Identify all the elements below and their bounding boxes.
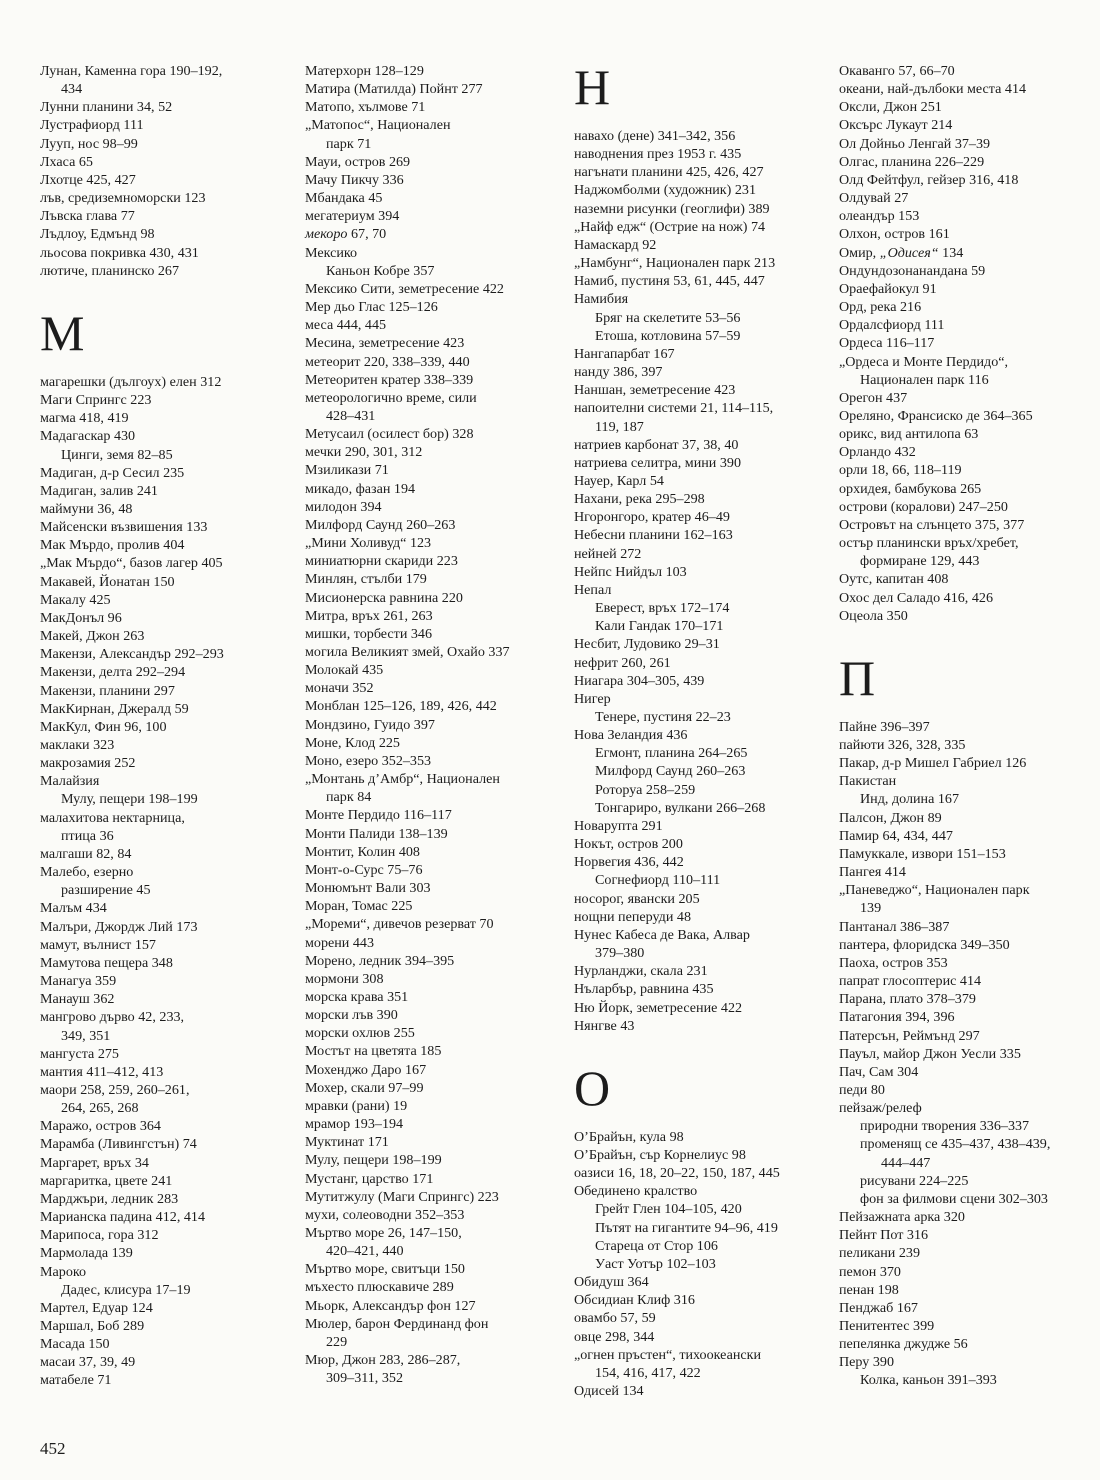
index-entry: Лъдлоу, Едмънд 98 — [40, 226, 155, 243]
index-entry: Непал — [574, 581, 612, 598]
index-entry: миниатюрни скариди 223 — [305, 553, 458, 570]
index-entry: натриева селитра, мини 390 — [574, 454, 742, 471]
index-entry: Макензи, Александър 292–293 — [40, 646, 224, 663]
index-entry: „Мак Мърдо“, базов лагер 405 — [40, 555, 223, 572]
index-entry: Месина, земетресение 423 — [305, 335, 465, 352]
index-entry: Макалу 425 — [40, 591, 111, 608]
index-entry: Пантанал 386–387 — [839, 918, 950, 935]
index-entry: нагънати планини 425, 426, 427 — [574, 164, 764, 181]
index-entry: Патагония 394, 396 — [839, 1009, 955, 1026]
index-entry: метеорологично време, сили — [305, 389, 477, 406]
index-column-2 — [305, 62, 560, 1387]
index-entry: Марианска падина 412, 414 — [40, 1209, 206, 1226]
index-entry: Мзиликази 71 — [305, 462, 389, 479]
index-entry: Нахани, река 295–298 — [574, 491, 705, 508]
index-entry: Омир, „Одисея“ 134 — [839, 244, 964, 261]
index-entry: овамбо 57, 59 — [574, 1310, 656, 1327]
index-entry: Одисей 134 — [574, 1383, 644, 1399]
index-entry: мишки, торбести 346 — [305, 625, 433, 642]
index-entry: овце 298, 344 — [574, 1328, 655, 1345]
index-entry: Мисионерска равнина 220 — [305, 589, 463, 606]
index-entry: Мамутова пещера 348 — [40, 954, 173, 971]
index-entry: Нангапарбат 167 — [574, 345, 675, 362]
index-entry-continuation: променящ се 435–437, 438–439, — [860, 1136, 1051, 1153]
index-entry-continuation: 434 — [61, 81, 83, 98]
index-entry: пейзаж/релеф — [839, 1100, 922, 1117]
index-entry: Мьорк, Александър фон 127 — [305, 1297, 476, 1314]
index-entry-continuation: Етоша, котловина 57–59 — [595, 327, 741, 344]
index-entry: Мадиган, залив 241 — [40, 482, 158, 499]
index-entry: Палсон, Джон 89 — [839, 809, 942, 826]
index-entry: мечки 290, 301, 312 — [305, 444, 423, 461]
index-entry: Пач, Сам 304 — [839, 1063, 919, 1080]
index-entry: Монблан 125–126, 189, 426, 442 — [305, 698, 497, 715]
index-entry: Моно, езеро 352–353 — [305, 752, 432, 769]
index-entry: Намибия — [574, 291, 629, 308]
index-entry-continuation: Тенере, пустиня 22–23 — [595, 709, 731, 725]
index-entry: Олхон, остров 161 — [839, 226, 950, 243]
index-entry: Нурланджи, скала 231 — [574, 963, 708, 980]
index-entry: Минлян, стълби 179 — [305, 571, 427, 588]
index-entry: маймуни 36, 48 — [40, 500, 133, 517]
index-entry-continuation: парк 84 — [326, 789, 372, 806]
index-entry: Пейнт Пот 316 — [839, 1227, 929, 1244]
index-entry: мегатериум 394 — [305, 208, 400, 225]
index-entry: Охос дел Саладо 416, 426 — [839, 589, 993, 606]
index-entry-continuation: Еверест, връх 172–174 — [595, 600, 730, 617]
section-letter-heading: М — [40, 304, 85, 361]
index-entry: Малъри, Джордж Лий 173 — [40, 918, 198, 935]
index-entry-continuation: фон за филмови сцени 302–303 — [860, 1190, 1048, 1207]
index-entry: Ондундозонанандана 59 — [839, 262, 986, 279]
index-entry: Наншан, земетресение 423 — [574, 382, 736, 399]
index-entry: метеорит 220, 338–339, 440 — [305, 353, 470, 370]
index-entry: Моне, Клод 225 — [305, 734, 400, 751]
index-entry-continuation: Согнефиорд 110–111 — [595, 872, 721, 889]
index-entry-continuation: 309–311, 352 — [326, 1370, 403, 1387]
index-entry: Макензи, делта 292–294 — [40, 664, 186, 681]
index-entry: Марджъри, ледник 283 — [40, 1190, 179, 1207]
index-entry: Науер, Карл 54 — [574, 472, 664, 489]
index-entry-continuation: Инд, долина 167 — [860, 791, 960, 808]
index-entry: Нова Зеландия 436 — [574, 727, 688, 744]
index-entry: Мадиган, д-р Сесил 235 — [40, 464, 185, 481]
index-entry-continuation: 379–380 — [595, 945, 645, 962]
index-entry: пайюти 326, 328, 335 — [839, 737, 966, 753]
index-entry: Марамба (Ливингстън) 74 — [40, 1136, 197, 1153]
index-entry: Мъртво море, свитъци 150 — [305, 1261, 465, 1278]
index-entry: Мохер, скали 97–99 — [305, 1079, 424, 1096]
index-entry-continuation: парк 71 — [326, 135, 372, 152]
index-entry: Норвегия 436, 442 — [574, 854, 684, 871]
index-entry: пенан 198 — [839, 1281, 899, 1298]
index-entry-continuation: 264, 265, 268 — [61, 1100, 139, 1117]
index-entry: Несбит, Лудовико 29–31 — [574, 636, 720, 653]
index-entry: Лъвска глава 77 — [40, 208, 135, 225]
index-entry: Окаванго 57, 66–70 — [839, 63, 955, 79]
index-entry: Мюр, Джон 283, 286–287, — [305, 1352, 461, 1369]
index-entry: Олдувай 27 — [839, 190, 909, 207]
index-entry: Монти Палиди 138–139 — [305, 825, 448, 842]
index-entry: Лунан, Каменна гора 190–192, — [40, 63, 223, 79]
index-entry: Ню Йорк, земетресение 422 — [574, 999, 743, 1016]
index-entry: Митра, връх 261, 263 — [305, 607, 433, 624]
index-entry: Наджомболми (художник) 231 — [574, 182, 756, 199]
index-entry-continuation: Милфорд Саунд 260–263 — [595, 763, 746, 780]
index-entry: острови (коралови) 247–250 — [839, 498, 1008, 515]
index-entry: Лхаса 65 — [40, 153, 93, 170]
index-entry: могила Великият змей, Охайо 337 — [305, 644, 510, 660]
index-entry: льосова покривка 430, 431 — [40, 244, 199, 261]
index-entry-continuation: 119, 187 — [595, 418, 644, 435]
index-entry: Лхотце 425, 427 — [40, 171, 136, 188]
index-entry: Новарупта 291 — [574, 817, 663, 834]
index-entry: Мохенджо Даро 167 — [305, 1061, 427, 1078]
index-entry: Памир 64, 434, 447 — [839, 827, 953, 844]
index-entry: Мбандака 45 — [305, 190, 383, 207]
index-entry: мамут, вълнист 157 — [40, 936, 156, 953]
index-entry-continuation: 139 — [860, 900, 882, 917]
index-entry: Мондзино, Гуидо 397 — [305, 716, 435, 733]
index-entry: Пакистан — [839, 773, 897, 790]
index-entry: Пейзажната арка 320 — [839, 1209, 965, 1226]
index-entry-continuation: Стареца от Стор 106 — [595, 1237, 718, 1254]
index-entry: Мачу Пикчу 336 — [305, 171, 404, 188]
index-entry: маргаритка, цвете 241 — [40, 1172, 173, 1189]
index-entry: морска крава 351 — [305, 988, 409, 1005]
index-entry: Ниагара 304–305, 439 — [574, 672, 705, 689]
index-entry: морски охлюв 255 — [305, 1025, 415, 1042]
index-entry: Оксърс Лукаут 214 — [839, 117, 953, 134]
index-entry: нефрит 260, 261 — [574, 654, 671, 671]
index-entry-continuation: Роторуа 258–259 — [595, 781, 696, 798]
index-entry: Пенитентес 399 — [839, 1318, 935, 1334]
index-entry: Метусаил (осилест бор) 328 — [305, 426, 474, 443]
index-entry-continuation: Цинги, земя 82–85 — [61, 446, 173, 463]
index-entry: МакДонъл 96 — [40, 609, 122, 626]
index-entry-continuation: Кали Гандак 170–171 — [595, 618, 724, 635]
index-entry: О’Брайън, сър Корнелиус 98 — [574, 1146, 746, 1163]
index-entry: мангрово дърво 42, 233, — [40, 1009, 185, 1026]
index-entry: напоителни системи 21, 114–115, — [574, 400, 774, 417]
index-entry: Паоха, остров 353 — [839, 954, 948, 971]
index-entry: Лууп, нос 98–99 — [40, 135, 138, 152]
index-entry: „Найф едж“ (Острие на нож) 74 — [574, 218, 766, 235]
index-entry-continuation: природни творения 336–337 — [860, 1118, 1030, 1135]
index-entry: Макензи, планини 297 — [40, 682, 175, 699]
index-entry: Орегон 437 — [839, 389, 908, 406]
index-entry: пемон 370 — [839, 1263, 901, 1280]
index-entry: Мармолада 139 — [40, 1245, 133, 1262]
index-entry: Мексико — [305, 244, 358, 261]
index-entry: „Мини Холивуд“ 123 — [305, 535, 432, 552]
index-entry: Орд, река 216 — [839, 299, 922, 316]
section-letter-heading: П — [839, 649, 876, 706]
index-entry: пеликани 239 — [839, 1245, 921, 1262]
index-entry: Мак Мърдо, пролив 404 — [40, 537, 185, 554]
index-entry: лъв, средиземноморски 123 — [40, 190, 206, 207]
index-entry: Ол Дойньо Ленгай 37–39 — [839, 135, 991, 152]
index-entry-continuation: формиране 129, 443 — [860, 553, 980, 570]
index-entry: Маги Спрингс 223 — [40, 392, 152, 409]
index-entry: Макавей, Йонатан 150 — [40, 573, 175, 590]
index-entry: орхидея, бамбукова 265 — [839, 480, 982, 497]
index-entry: педи 80 — [839, 1081, 885, 1098]
index-entry: „огнен пръстен“, тихоокеански — [574, 1346, 762, 1363]
index-entry: Олд Фейтфул, гейзер 316, 418 — [839, 171, 1019, 188]
index-entry: морени 443 — [305, 934, 375, 951]
index-entry: Макей, Джон 263 — [40, 628, 145, 645]
index-entry: Пенджаб 167 — [839, 1299, 918, 1316]
index-entry: Нянгве 43 — [574, 1017, 635, 1034]
index-entry: Мароко — [40, 1263, 87, 1280]
index-entry-continuation: Каньон Кобре 357 — [326, 262, 435, 279]
index-entry: Перу 390 — [839, 1354, 895, 1371]
index-entry: натриев карбонат 37, 38, 40 — [574, 436, 739, 453]
index-column-3 — [574, 59, 829, 1400]
page-number: 452 — [40, 1439, 66, 1458]
index-entry: наводнения през 1953 г. 435 — [574, 146, 742, 163]
index-entry: Монтит, Колин 408 — [305, 843, 420, 860]
index-entry: Мауи, остров 269 — [305, 153, 411, 170]
index-entry: мухи, солеоводни 352–353 — [305, 1206, 465, 1223]
index-entry: Лустрафиорд 111 — [40, 117, 144, 134]
index-entry: Мустанг, царство 171 — [305, 1170, 434, 1187]
index-entry: Обединено кралство — [574, 1183, 698, 1200]
index-entry: орли 18, 66, 118–119 — [839, 462, 962, 479]
index-entry: Монт-о-Сурс 75–76 — [305, 861, 423, 878]
index-entry: „Мореми“, дивечов резерват 70 — [305, 916, 494, 933]
index-entry: Нокът, остров 200 — [574, 836, 683, 853]
index-entry: микадо, фазан 194 — [305, 480, 416, 497]
index-entry: малахитова нектарница, — [40, 809, 185, 826]
index-entry: Метеоритен кратер 338–339 — [305, 371, 474, 388]
index-entry: носорог, явански 205 — [574, 890, 700, 907]
index-entry: Пангея 414 — [839, 864, 906, 881]
index-entry: океани, най-дълбоки места 414 — [839, 81, 1027, 98]
index-entry: Маршал, Боб 289 — [40, 1318, 145, 1334]
index-entry: масаи 37, 39, 49 — [40, 1354, 136, 1371]
index-entry: Островът на слънцето 375, 377 — [839, 516, 1025, 533]
index-entry-continuation: 428–431 — [326, 407, 376, 424]
index-entry: остър планински връх/хребет, — [839, 535, 1019, 552]
index-entry: Олгас, планина 226–229 — [839, 153, 985, 170]
index-entry: Патерсън, Реймънд 297 — [839, 1027, 980, 1044]
index-column-4 — [839, 62, 1094, 1390]
index-entry: Нгоронгоро, кратер 46–49 — [574, 509, 730, 526]
index-column-1 — [40, 62, 295, 1390]
index-entry-continuation: Грейт Глен 104–105, 420 — [595, 1201, 742, 1218]
index-entry: Мадагаскар 430 — [40, 428, 136, 445]
index-entry: Пауъл, майор Джон Уесли 335 — [839, 1045, 1021, 1062]
index-entry: милодон 394 — [305, 498, 382, 515]
index-entry: пепелянка джудже 56 — [839, 1336, 968, 1353]
index-entry: Нейпс Нийдъл 103 — [574, 563, 687, 580]
index-entry: Мъртво море 26, 147–150, — [305, 1225, 462, 1241]
index-entry: Марипоса, гора 312 — [40, 1227, 159, 1244]
index-entry: олеандър 153 — [839, 208, 920, 225]
index-entry: Памуккале, извори 151–153 — [839, 845, 1006, 862]
index-entry: Мексико Сити, земетресение 422 — [305, 280, 504, 297]
index-entry: магарешки (дългоух) елен 312 — [40, 373, 222, 390]
index-entry: Мостът на цветята 185 — [305, 1043, 442, 1060]
index-entry: Муктинат 171 — [305, 1134, 389, 1151]
index-entry-continuation: Пътят на гигантите 94–96, 419 — [595, 1219, 778, 1236]
index-entry: Моран, Томас 225 — [305, 898, 413, 915]
index-entry: малгаши 82, 84 — [40, 845, 132, 862]
index-entry: Монюмънт Вали 303 — [305, 880, 431, 897]
index-entry-continuation: Национален парк 116 — [860, 371, 989, 388]
index-entry: Оцеола 350 — [839, 607, 908, 624]
index-entry: О’Брайън, кула 98 — [574, 1128, 684, 1145]
index-entry-continuation: 349, 351 — [61, 1027, 111, 1044]
index-entry: Ордеса 116–117 — [839, 335, 935, 352]
index-entry: Пакар, д-р Мишел Габриел 126 — [839, 755, 1027, 772]
index-entry: Оутс, капитан 408 — [839, 571, 949, 588]
index-entry: Масада 150 — [40, 1336, 110, 1353]
index-entry: пантера, флоридска 349–350 — [839, 936, 1010, 953]
index-entry: оазиси 16, 18, 20–22, 150, 187, 445 — [574, 1165, 780, 1182]
index-entry: маклаки 323 — [40, 737, 115, 753]
index-entry: „Ордеса и Монте Пердидо“, — [839, 353, 1009, 370]
index-entry: лютиче, планинско 267 — [40, 262, 180, 279]
index-entry: Парана, плато 378–379 — [839, 991, 976, 1008]
index-entry: Мер дьо Глас 125–126 — [305, 299, 438, 316]
index-entry: Морено, ледник 394–395 — [305, 952, 455, 969]
index-entry: навахо (дене) 341–342, 356 — [574, 128, 736, 144]
index-entry-continuation: разширение 45 — [61, 882, 151, 899]
index-entry: Нигер — [574, 690, 611, 707]
index-entry: наземни рисунки (геоглифи) 389 — [574, 200, 770, 217]
index-entry: Лунни планини 34, 52 — [40, 99, 173, 116]
index-entry: Обидуш 364 — [574, 1274, 649, 1291]
index-entry: папрат глосоптерис 414 — [839, 973, 982, 990]
index-entry: Ордалсфиорд 111 — [839, 317, 945, 334]
index-entry-continuation: Мулу, пещери 198–199 — [61, 791, 198, 808]
index-entry: орикс, вид антилопа 63 — [839, 426, 979, 443]
index-entry: Молокай 435 — [305, 662, 384, 679]
index-entry: Небесни планини 162–163 — [574, 527, 733, 544]
index-entry: Монте Пердидо 116–117 — [305, 807, 452, 824]
index-entry: Мулу, пещери 198–199 — [305, 1152, 442, 1169]
index-entry-continuation: Егмонт, планина 264–265 — [595, 745, 748, 762]
index-entry: мъхесто плюскавиче 289 — [305, 1279, 454, 1296]
index-entry: Намиб, пустиня 53, 61, 445, 447 — [574, 273, 765, 290]
index-entry: Манауш 362 — [40, 991, 115, 1008]
index-entry: Мюлер, барон Фердинанд фон — [305, 1315, 489, 1332]
index-entry: мантия 411–412, 413 — [40, 1063, 164, 1080]
index-entry: „Монтань д’Амбр“, Национален — [305, 771, 500, 788]
index-entry: Пайне 396–397 — [839, 718, 930, 735]
index-entry: Обсидиан Клиф 316 — [574, 1292, 695, 1309]
index-entry: морски лъв 390 — [305, 1007, 398, 1024]
index-entry: Малъм 434 — [40, 900, 107, 917]
index-entry: Майсенски възвишения 133 — [40, 519, 208, 536]
index-entry: „Паневеджо“, Национален парк — [839, 882, 1030, 899]
index-entry: Малайзия — [40, 773, 100, 790]
index-entry: Маргарет, връх 34 — [40, 1154, 149, 1171]
index-entry: Милфорд Саунд 260–263 — [305, 516, 456, 533]
index-entry: Малебо, езерно — [40, 864, 134, 881]
index-entry-continuation: птица 36 — [61, 827, 114, 844]
index-entry: матабеле 71 — [40, 1372, 112, 1389]
index-entry: Мартел, Едуар 124 — [40, 1299, 153, 1316]
index-entry: мангуста 275 — [40, 1045, 119, 1062]
index-entry: мравки (рани) 19 — [305, 1097, 408, 1114]
index-entry-continuation: Уаст Уотър 102–103 — [595, 1255, 716, 1272]
index-entry: Нъларбър, равнина 435 — [574, 981, 714, 998]
index-entry-continuation: 444–447 — [881, 1154, 931, 1171]
index-entry: МакКул, Фин 96, 100 — [40, 718, 167, 735]
index-entry: Намаскард 92 — [574, 236, 657, 253]
index-entry: МакКирнан, Джералд 59 — [40, 700, 189, 717]
index-entry: мекоро 67, 70 — [305, 226, 387, 243]
section-letter-heading: Н — [574, 59, 611, 115]
index-entry: макрозамия 252 — [40, 755, 136, 772]
index-entry: нощни пеперуди 48 — [574, 908, 691, 925]
index-entry: моначи 352 — [305, 680, 374, 697]
index-entry: Мутитжулу (Маги Спрингс) 223 — [305, 1188, 499, 1205]
index-entry: нанду 386, 397 — [574, 364, 663, 381]
index-entry-continuation: Дадес, клисура 17–19 — [61, 1281, 191, 1298]
index-entry: „Намбунг“, Национален парк 213 — [574, 255, 776, 272]
index-entry: Орландо 432 — [839, 444, 916, 461]
index-entry: меса 444, 445 — [305, 317, 387, 334]
section-letter-heading: О — [574, 1059, 611, 1116]
index-entry: Матопо, хълмове 71 — [305, 99, 426, 116]
index-entry: нейней 272 — [574, 545, 642, 562]
index-entry: Ораефайокул 91 — [839, 280, 937, 297]
index-entry-continuation: Тонгариро, вулкани 266–268 — [595, 799, 766, 816]
index-entry: Нунес Кабеса де Вака, Алвар — [574, 926, 750, 943]
index-entry: Матерхорн 128–129 — [305, 63, 424, 79]
index-entry: Оксли, Джон 251 — [839, 99, 942, 116]
index-entry: Маражо, остров 364 — [40, 1118, 161, 1135]
index-entry-continuation: рисувани 224–225 — [860, 1172, 969, 1189]
index-entry: Матира (Матилда) Пойнт 277 — [305, 81, 483, 98]
index-entry: „Матопос“, Национален — [305, 117, 451, 134]
index-entry: мрамор 193–194 — [305, 1116, 404, 1133]
index-entry: маори 258, 259, 260–261, — [40, 1081, 190, 1098]
index-entry: Манагуа 359 — [40, 973, 117, 990]
index-entry-continuation: 420–421, 440 — [326, 1243, 404, 1260]
index-entry-continuation: 154, 416, 417, 422 — [595, 1364, 701, 1381]
index-entry: Ореляно, Франсиско де 364–365 — [839, 407, 1033, 424]
index-entry: магма 418, 419 — [40, 410, 129, 427]
index-entry: мормони 308 — [305, 970, 384, 987]
index-entry-continuation: 229 — [326, 1333, 348, 1350]
index-entry-continuation: Бряг на скелетите 53–56 — [595, 309, 741, 326]
index-entry-continuation: Колка, каньон 391–393 — [860, 1372, 997, 1389]
